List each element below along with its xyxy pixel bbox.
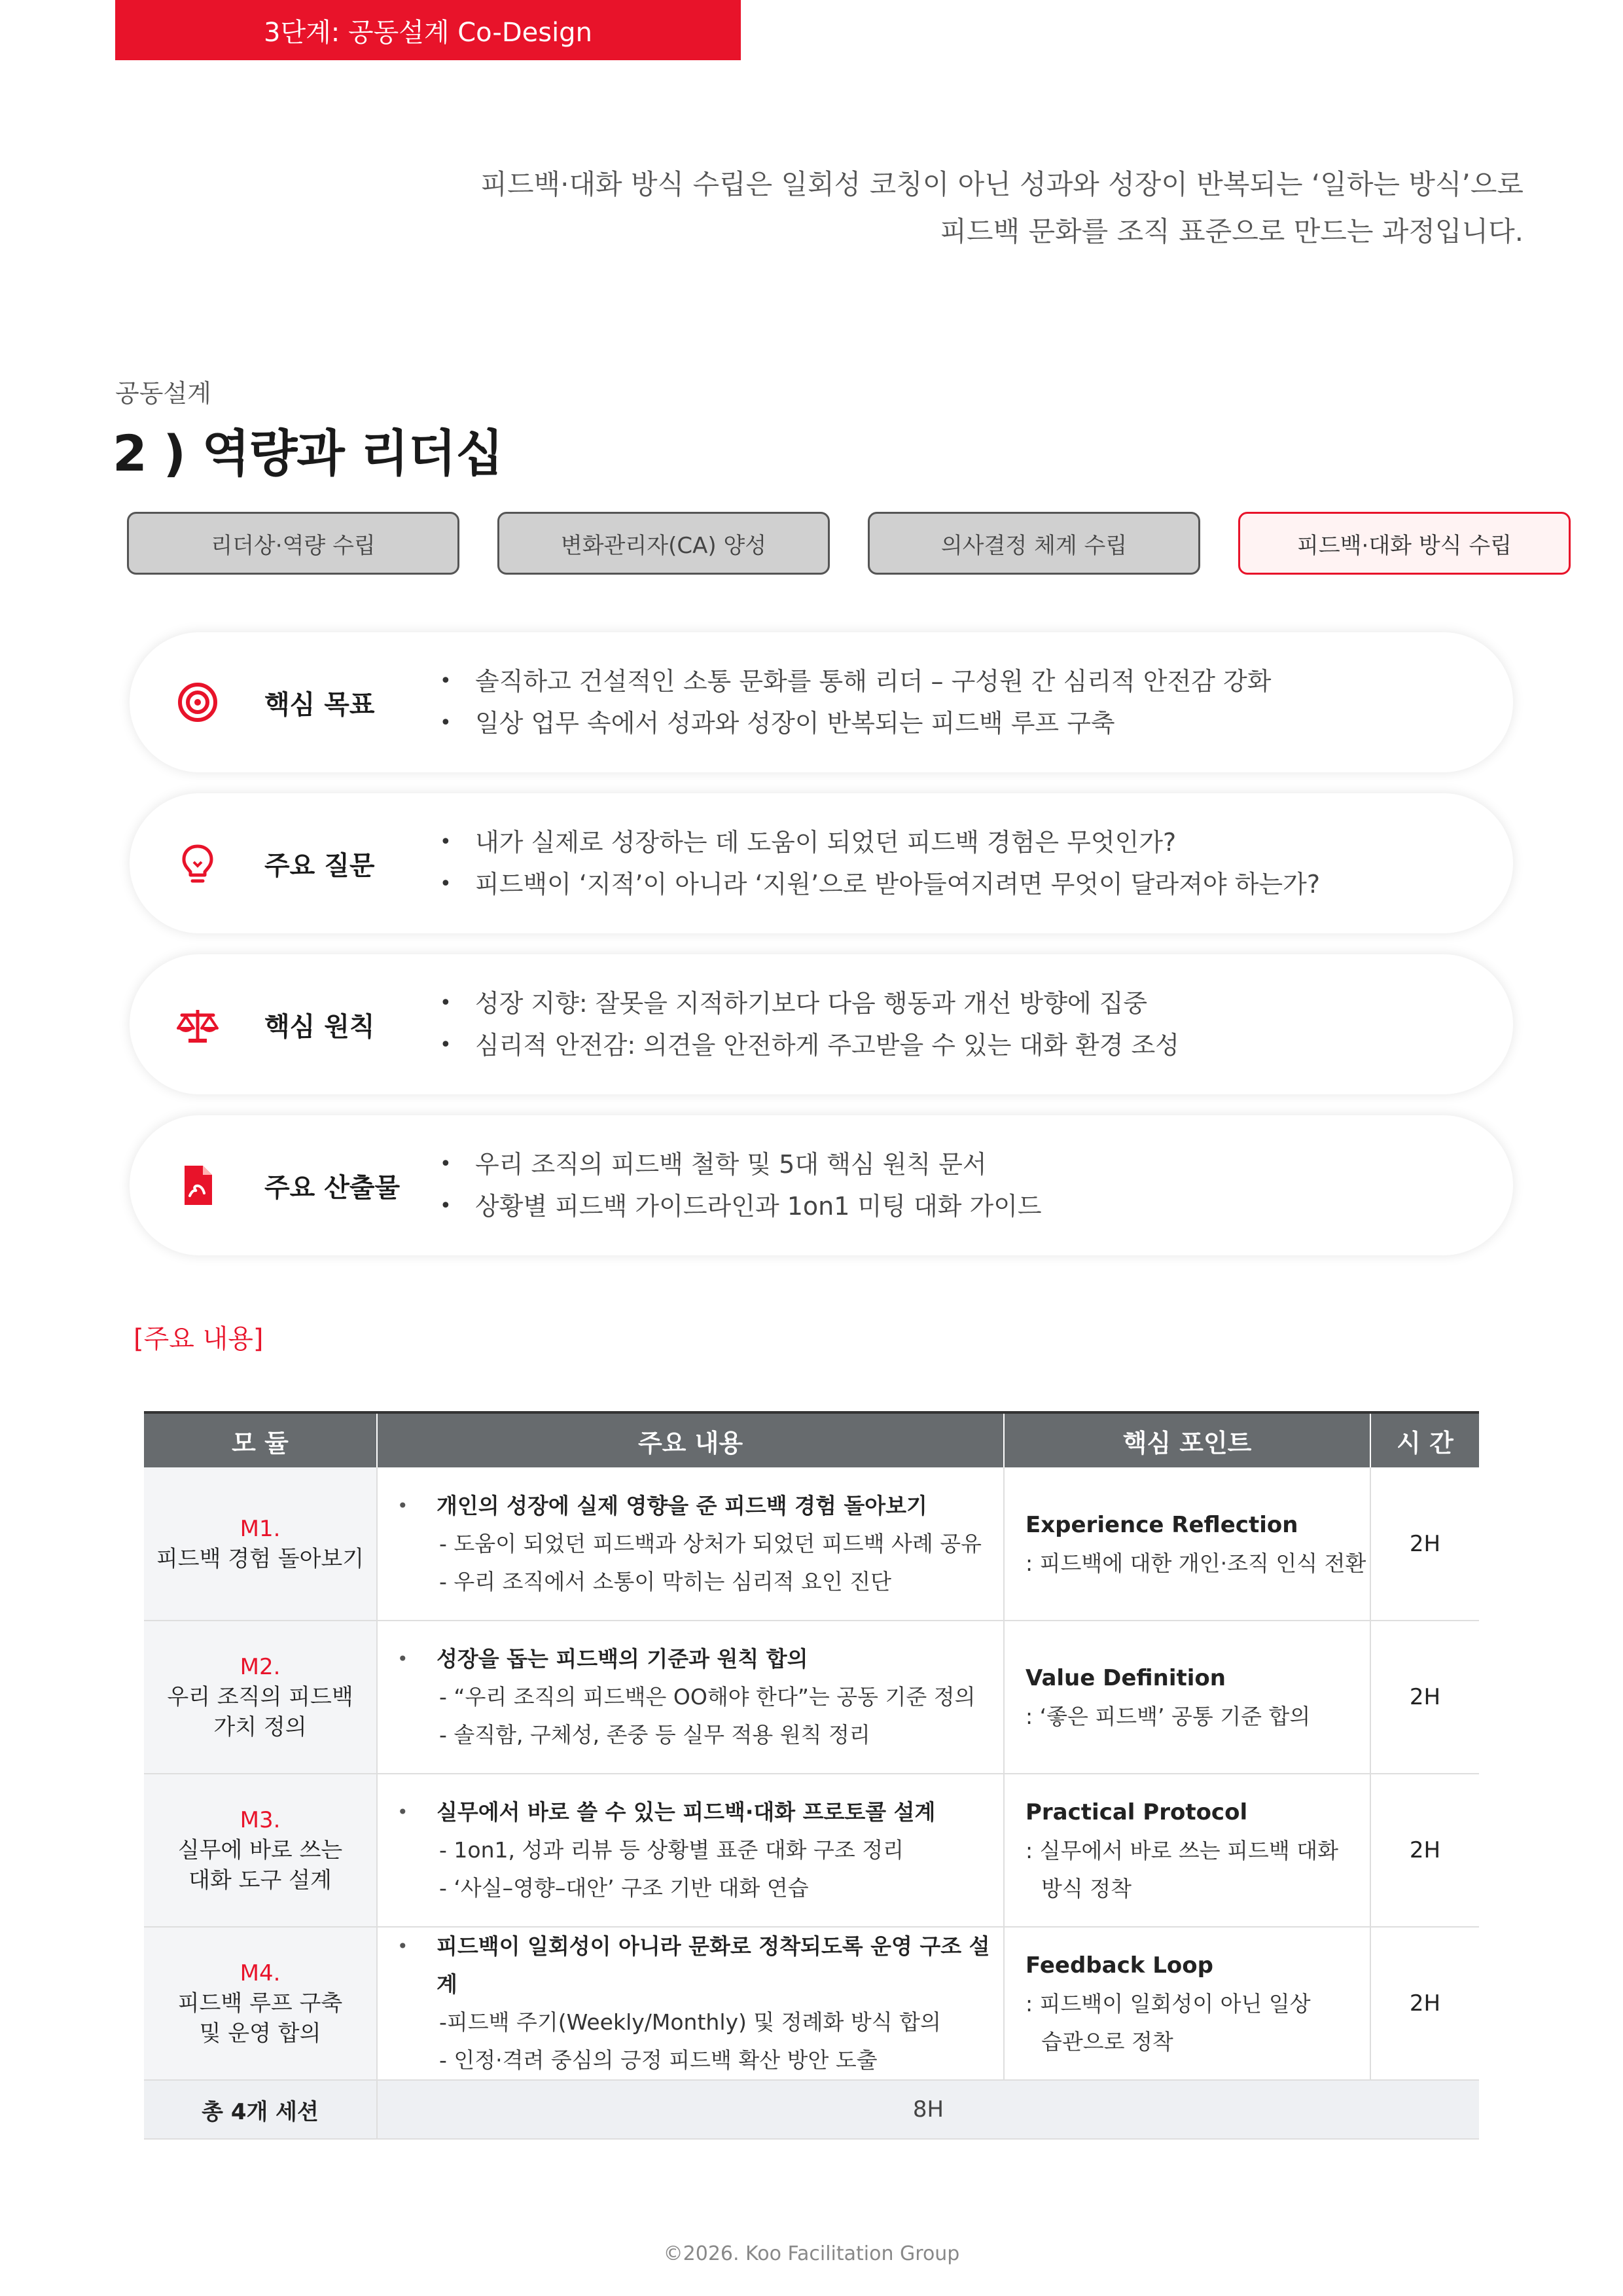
module-name: 및 운영 합의	[199, 2020, 321, 2047]
module-code: M4.	[240, 1960, 281, 1986]
section-title: 2 ) 역량과 리더십	[113, 424, 503, 482]
section-kicker: 공동설계	[115, 379, 211, 408]
module-name: 실무에 바로 쓰는	[177, 1837, 343, 1863]
content-cell	[377, 1774, 1004, 1927]
list-item: • 일상 업무 속에서 성과와 성장이 반복되는 피드백 루프 구축	[437, 702, 1271, 744]
point-description: 방식 정착	[1041, 1876, 1132, 1901]
content-cell	[377, 1467, 1004, 1621]
list-item: • 성장 지향: 잘못을 지적하기보다 다음 행동과 개선 방향에 집중	[437, 982, 1179, 1024]
content-cell	[377, 1927, 1004, 2080]
target-icon	[175, 680, 220, 725]
content-bullet: • 피드백이 일회성이 아니라 문화로 정착되도록 운영 구조 설계	[397, 1928, 1003, 2003]
scale-icon	[175, 1002, 220, 1047]
tab-feedback[interactable]: 피드백·대화 방식 수립	[1238, 512, 1571, 575]
module-name: 우리 조직의 피드백	[167, 1684, 353, 1710]
card-deliverable	[130, 1115, 1513, 1255]
point-cell	[1004, 1927, 1370, 2080]
module-name: 피드백 경험 돌아보기	[156, 1545, 365, 1572]
content-detail: - 우리 조직에서 소통이 막히는 심리적 요인 진단	[439, 1568, 892, 1594]
point-description: : 피드백이 일회성이 아닌 일상	[1026, 1991, 1311, 2017]
content-detail: - 도움이 되었던 피드백과 상처가 되었던 피드백 사례 공유	[439, 1530, 982, 1556]
point-title: Practical Protocol	[1026, 1799, 1248, 1825]
time-cell: 2H	[1370, 1467, 1479, 1621]
intro-line-2: 피드백 문화를 조직 표준으로 만드는 과정입니다.	[940, 215, 1524, 247]
content-detail: - 인정·격려 중심의 긍정 피드백 확산 방안 도출	[439, 2047, 878, 2073]
content-detail: - 솔직함, 구체성, 존중 등 실무 적용 원칙 정리	[439, 1722, 870, 1748]
list-item: • 상황별 피드백 가이드라인과 1on1 미팅 대화 가이드	[437, 1185, 1042, 1227]
point-description: : 피드백에 대한 개인·조직 인식 전환	[1026, 1550, 1366, 1576]
card-title: 핵심 목표	[264, 689, 375, 720]
point-description: : 실무에서 바로 쓰는 피드백 대화	[1026, 1838, 1338, 1863]
content-detail: - 1on1, 성과 리뷰 등 상황별 표준 대화 구조 정리	[439, 1837, 904, 1863]
point-title: Experience Reflection	[1026, 1511, 1298, 1538]
point-title: Feedback Loop	[1026, 1952, 1213, 1979]
tab-change-agent[interactable]: 변화관리자(CA) 양성	[497, 512, 830, 575]
content-bullet: • 개인의 성장에 실제 영향을 준 피드백 경험 돌아보기	[397, 1487, 1003, 1525]
module-cell	[144, 1774, 377, 1927]
intro-text	[411, 161, 1524, 255]
content-detail: -피드백 주기(Weekly/Monthly) 및 정례화 방식 합의	[439, 2009, 941, 2035]
footer-copyright: ©2026. Koo Facilitation Group	[663, 2242, 960, 2265]
content-detail: - “우리 조직의 피드백은 OO해야 한다”는 공동 기준 정의	[439, 1684, 976, 1710]
table-row	[144, 1621, 1479, 1774]
card-goal	[130, 632, 1513, 772]
content-cell	[377, 1621, 1004, 1774]
total-value: 8H	[377, 2080, 1479, 2139]
table-row	[144, 1467, 1479, 1621]
content-detail: - ‘사실–영향–대안’ 구조 기반 대화 연습	[439, 1875, 809, 1901]
module-code: M2.	[240, 1654, 281, 1680]
tab-decision-making[interactable]: 의사결정 체계 수립	[868, 512, 1200, 575]
main-content-heading: [주요 내용]	[134, 1324, 264, 1354]
list-item: • 우리 조직의 피드백 철학 및 5대 핵심 원칙 문서	[437, 1143, 1042, 1185]
table-row	[144, 1927, 1479, 2080]
column-header-point: 핵심 포인트	[1004, 1412, 1370, 1467]
total-label: 총 4개 세션	[144, 2080, 377, 2139]
point-cell	[1004, 1467, 1370, 1621]
table-total-row	[144, 2080, 1479, 2139]
lightbulb-icon	[175, 841, 220, 886]
card-title: 핵심 원칙	[264, 1011, 375, 1042]
module-cell	[144, 1621, 377, 1774]
time-cell: 2H	[1370, 1621, 1479, 1774]
module-table	[144, 1411, 1479, 2140]
module-name: 피드백 루프 구축	[177, 1990, 343, 2017]
point-description: 습관으로 정착	[1041, 2029, 1173, 2054]
column-header-time: 시 간	[1370, 1412, 1479, 1467]
card-question	[130, 793, 1513, 933]
card-title: 주요 질문	[264, 850, 375, 881]
card-bullets	[437, 821, 1320, 905]
point-description: : ‘좋은 피드백’ 공통 기준 합의	[1026, 1704, 1311, 1729]
card-bullets	[437, 660, 1271, 744]
list-item: • 내가 실제로 성장하는 데 도움이 되었던 피드백 경험은 무엇인가?	[437, 821, 1320, 863]
table-header-row	[144, 1412, 1479, 1467]
module-code: M1.	[240, 1515, 281, 1542]
tab-leadership[interactable]: 리더상·역량 수립	[127, 512, 459, 575]
table-row	[144, 1774, 1479, 1927]
time-cell: 2H	[1370, 1927, 1479, 2080]
point-cell	[1004, 1774, 1370, 1927]
intro-line-1: 피드백·대화 방식 수립은 일회성 코칭이 아닌 성과와 성장이 반복되는 ‘일하는 방식’으로	[480, 168, 1524, 200]
stage-tag: 3단계: 공동설계 Co-Design	[115, 0, 741, 60]
card-bullets	[437, 1143, 1042, 1227]
card-title: 주요 산출물	[264, 1172, 401, 1203]
module-cell	[144, 1467, 377, 1621]
list-item: • 솔직하고 건설적인 소통 문화를 통해 리더 – 구성원 간 심리적 안전감 강화	[437, 660, 1271, 702]
content-bullet: • 실무에서 바로 쓸 수 있는 피드백·대화 프로토콜 설계	[397, 1793, 1003, 1831]
card-principle	[130, 954, 1513, 1094]
tab-bar	[127, 512, 1571, 575]
module-name: 가치 정의	[213, 1714, 307, 1740]
point-cell	[1004, 1621, 1370, 1774]
card-bullets	[437, 982, 1179, 1066]
column-header-content: 주요 내용	[377, 1412, 1004, 1467]
list-item: • 피드백이 ‘지적’이 아니라 ‘지원’으로 받아들여지려면 무엇이 달라져야 하는가?	[437, 863, 1320, 905]
column-header-module: 모 듈	[144, 1412, 377, 1467]
module-name: 대화 도구 설계	[188, 1867, 332, 1893]
module-cell	[144, 1927, 377, 2080]
document-icon	[175, 1163, 220, 1208]
point-title: Value Definition	[1026, 1665, 1226, 1691]
content-bullet: • 성장을 돕는 피드백의 기준과 원칙 합의	[397, 1640, 1003, 1678]
time-cell: 2H	[1370, 1774, 1479, 1927]
list-item: • 심리적 안전감: 의견을 안전하게 주고받을 수 있는 대화 환경 조성	[437, 1024, 1179, 1066]
module-code: M3.	[240, 1807, 281, 1833]
